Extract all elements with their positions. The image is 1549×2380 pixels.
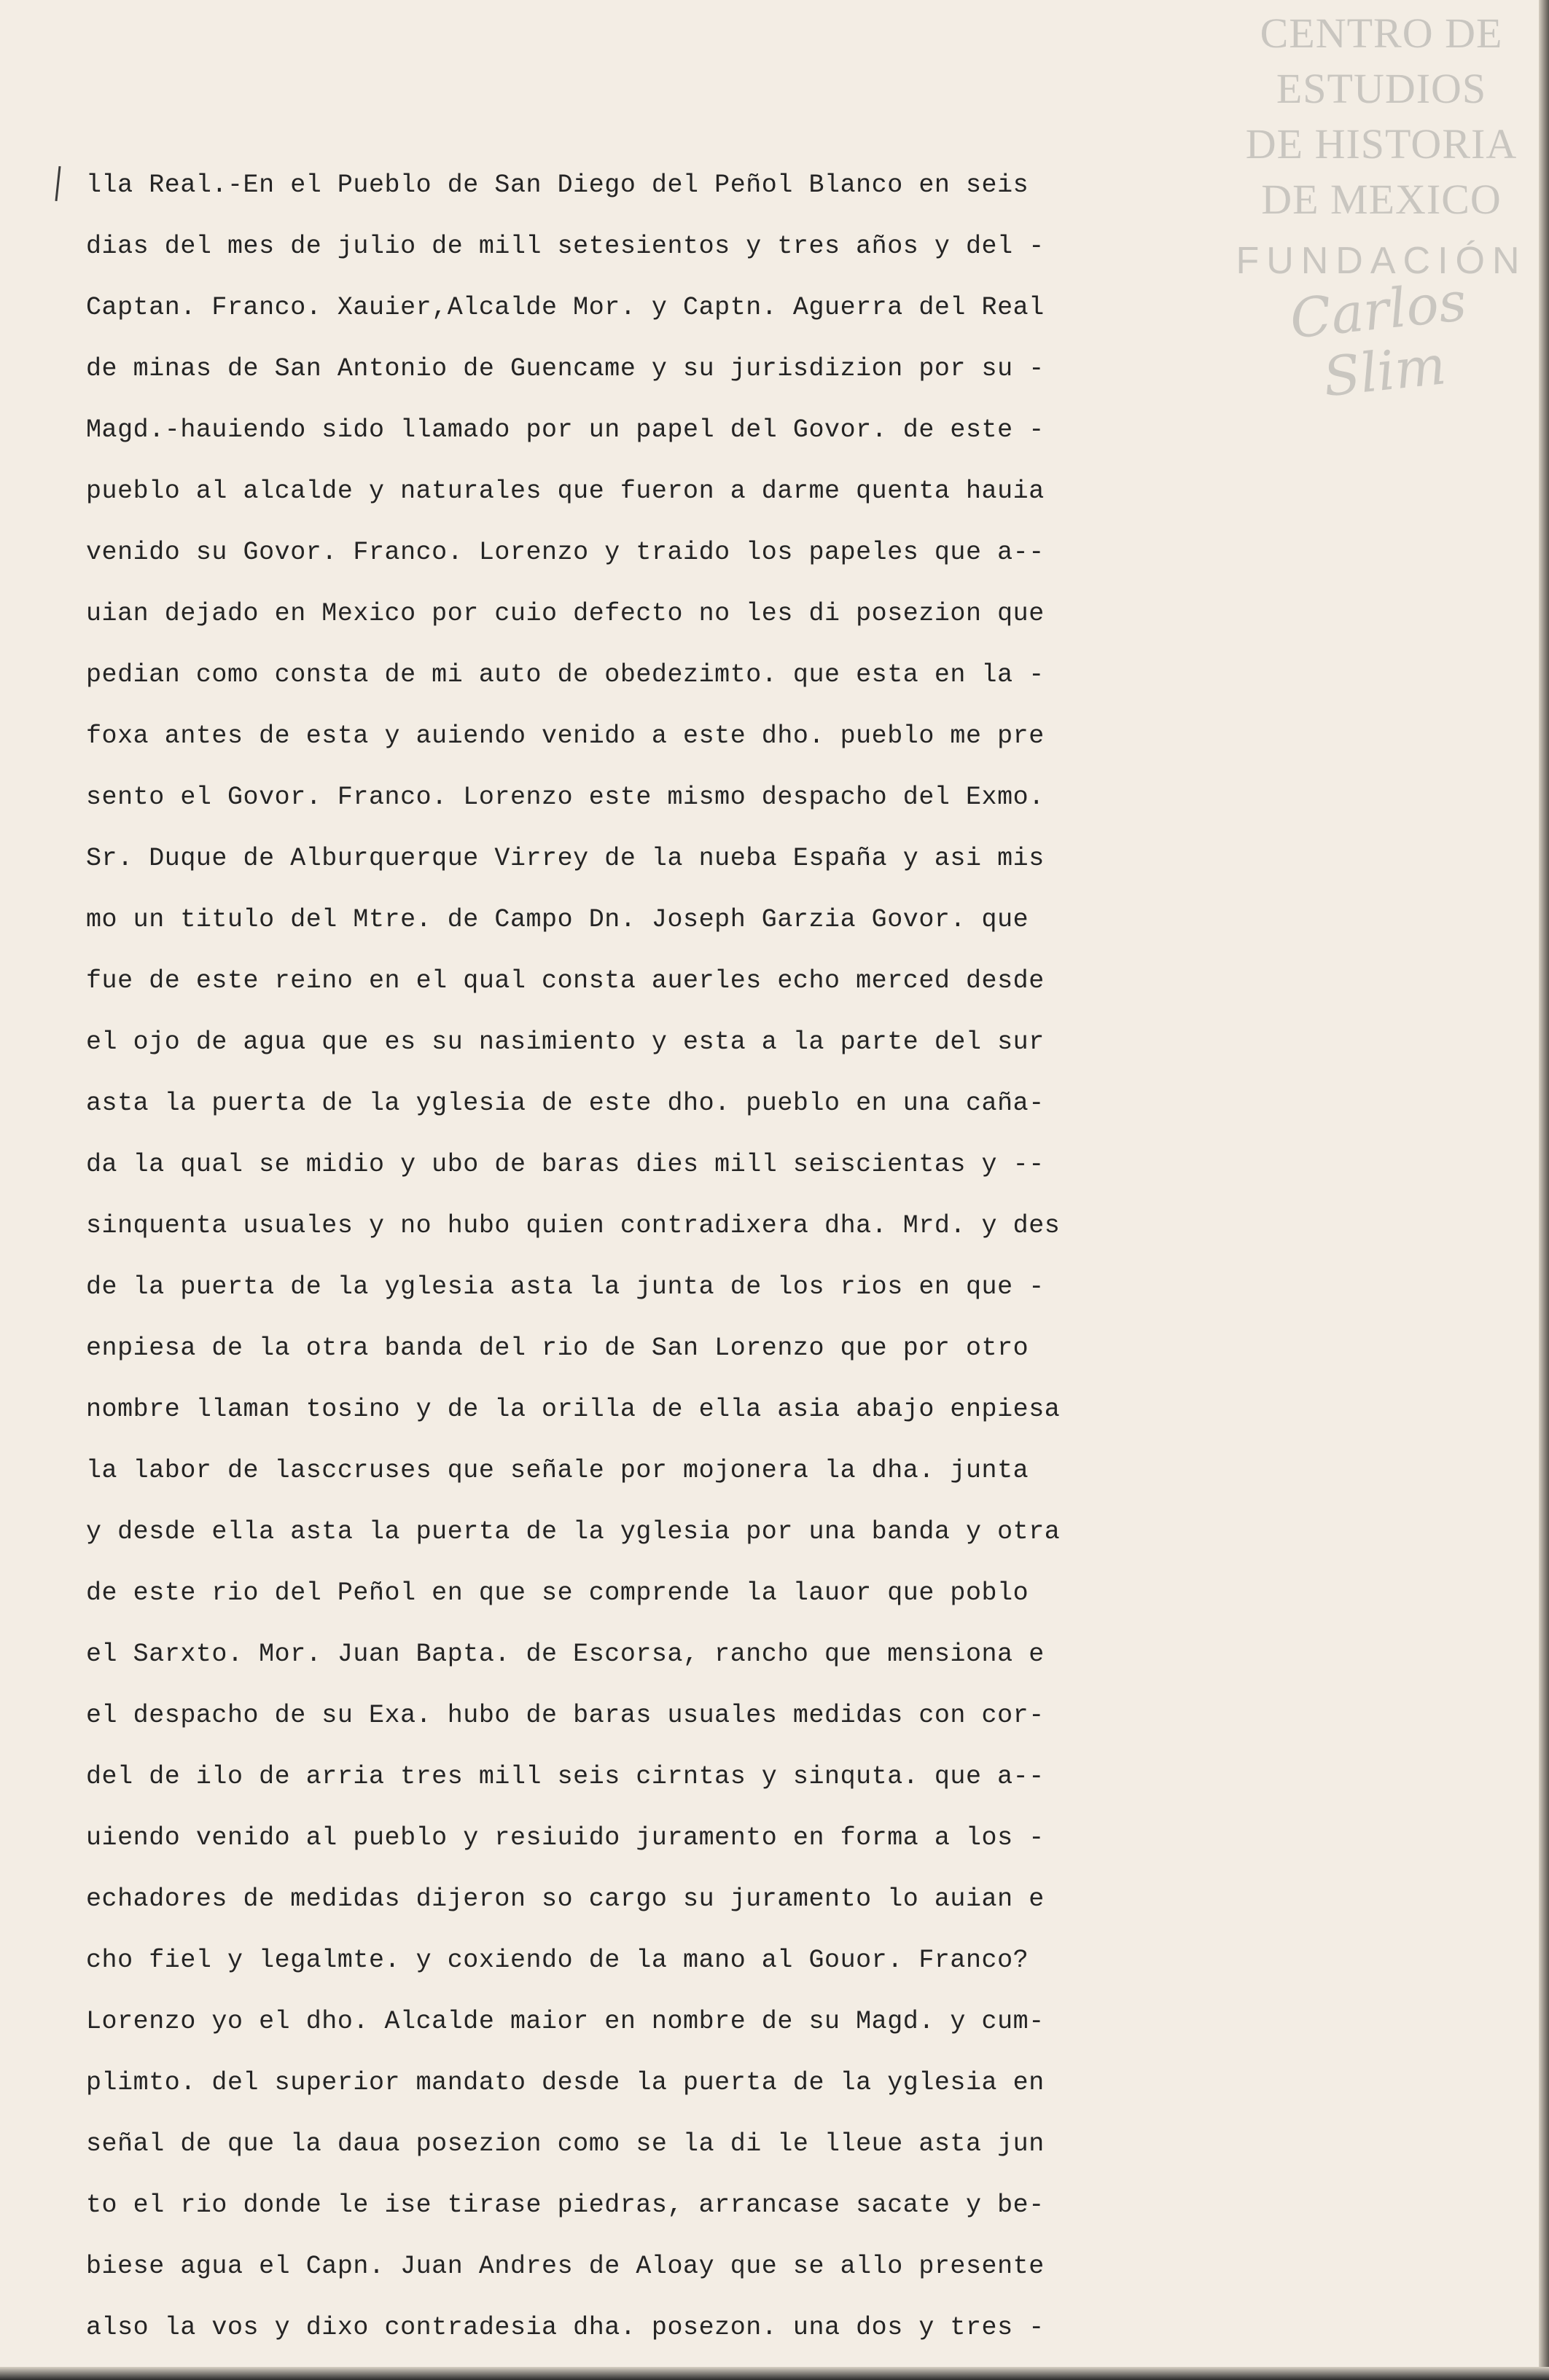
text-line: la labor de lasccruses que señale por mojonera la dha. junta — [86, 1456, 1029, 1485]
text-line: also la vos y dixo contradesia dha. posezon. una dos y tres - — [86, 2313, 1045, 2342]
text-line: y desde ella asta la puerta de la yglesia por una banda y otra — [86, 1517, 1061, 1546]
stamp-fundacion: FUNDACIÓN — [1236, 240, 1527, 282]
stamp-line: DE MEXICO — [1261, 176, 1502, 223]
page-edge-right — [1539, 0, 1549, 2380]
text-line: nombre llaman tosino y de la orilla de ella asia abajo enpiesa — [86, 1395, 1061, 1424]
text-line: Lorenzo yo el dho. Alcalde maior en nombre de su Magd. y cum- — [86, 2007, 1045, 2036]
margin-mark — [55, 166, 61, 201]
stamp-line: DE HISTORIA — [1245, 120, 1518, 168]
text-line: da la qual se midio y ubo de baras dies mill seiscientas y -- — [86, 1150, 1045, 1179]
text-line: Magd.-hauiendo sido llamado por un papel del Govor. de este - — [86, 415, 1045, 445]
text-line: fue de este reino en el qual consta auerles echo merced desde — [86, 966, 1045, 995]
text-line: sento el Govor. Franco. Lorenzo este mismo despacho del Exmo. — [86, 783, 1045, 812]
text-line: mo un titulo del Mtre. de Campo Dn. Joseph Garzia Govor. que — [86, 905, 1029, 934]
text-line: Captan. Franco. Xauier,Alcalde Mor. y Captn. Aguerra del Real — [86, 293, 1045, 322]
text-line: el ojo de agua que es su nasimiento y esta a la parte del sur — [86, 1027, 1045, 1057]
text-line: to el rio donde le ise tirase piedras, arrancase sacate y be- — [86, 2191, 1045, 2220]
text-line: Sr. Duque de Alburquerque Virrey de la nueba España y asi mis — [86, 844, 1045, 873]
stamp-line: CENTRO DE — [1260, 9, 1503, 57]
text-line: foxa antes de esta y auiendo venido a este dho. pueblo me pre — [86, 721, 1045, 751]
text-line: asta la puerta de la yglesia de este dho. pueblo en una caña- — [86, 1089, 1045, 1118]
text-line: de la puerta de la yglesia asta la junta de los rios en que - — [86, 1272, 1045, 1301]
text-line: el despacho de su Exa. hubo de baras usuales medidas con cor- — [86, 1701, 1045, 1730]
text-line: señal de que la daua posezion como se la di le lleue asta jun — [86, 2129, 1045, 2158]
typewritten-text — [86, 154, 1223, 2358]
text-line: biese agua el Capn. Juan Andres de Aloay que se allo presente — [86, 2252, 1045, 2281]
text-line: de este rio del Peñol en que se comprende la lauor que poblo — [86, 1578, 1029, 1608]
text-line: sinquenta usuales y no hubo quien contradixera dha. Mrd. y des — [86, 1211, 1061, 1240]
text-line: lla Real.-En el Pueblo de San Diego del Peñol Blanco en seis — [86, 171, 1029, 200]
archive-watermark-stamp — [1228, 6, 1534, 410]
stamp-line: ESTUDIOS — [1276, 65, 1487, 112]
text-line: uiendo venido al pueblo y resiuido juramento en forma a los - — [86, 1823, 1045, 1852]
text-line: de minas de San Antonio de Guencame y su jurisdizion por su - — [86, 354, 1045, 383]
text-line: del de ilo de arria tres mill seis cirntas y sinquta. que a-- — [86, 1762, 1045, 1791]
text-line: cho fiel y legalmte. y coxiendo de la mano al Gouor. Franco? — [86, 1946, 1029, 1975]
text-line: uian dejado en Mexico por cuio defecto no les di posezion que — [86, 599, 1045, 628]
page-edge-bottom — [0, 2367, 1549, 2380]
text-line: pedian como consta de mi auto de obedezimto. que esta en la - — [86, 660, 1045, 689]
text-line: plimto. del superior mandato desde la puerta de la yglesia en — [86, 2068, 1045, 2097]
text-line: enpiesa de la otra banda del rio de San Lorenzo que por otro — [86, 1334, 1029, 1363]
text-line: el Sarxto. Mor. Juan Bapta. de Escorsa, rancho que mensiona e — [86, 1640, 1045, 1669]
text-line: dias del mes de julio de mill setesientos y tres años y del - — [86, 232, 1045, 261]
text-line: echadores de medidas dijeron so cargo su juramento lo auian e — [86, 1884, 1045, 1914]
text-line: venido su Govor. Franco. Lorenzo y traido los papeles que a-- — [86, 538, 1045, 567]
text-line: pueblo al alcalde y naturales que fueron a darme quenta hauia — [86, 477, 1045, 506]
stamp-signature: Carlos Slim — [1287, 270, 1470, 410]
